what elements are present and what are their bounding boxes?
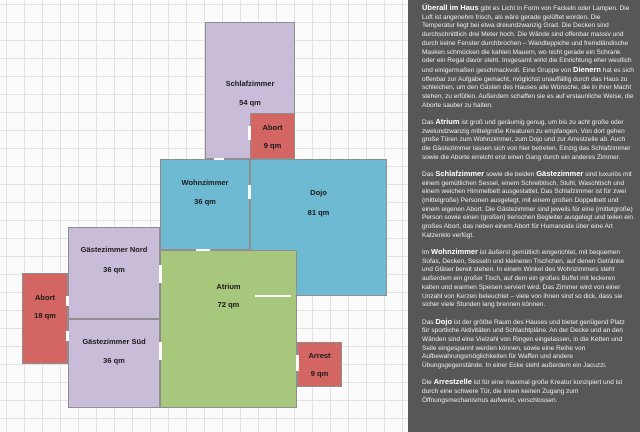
door-abort-gaeste-nord	[66, 296, 69, 306]
term: Überall im Haus	[422, 3, 479, 12]
door-gaeste-sued-atrium	[159, 342, 162, 360]
text: Die	[422, 379, 434, 387]
room-size: 9 qm	[310, 369, 329, 378]
text: ist groß und geräumig genug, um bis zu acht große oder zweiundzwanzig mittelgroße Kreaturen zu empfangen. Von dort gehen große Türen zum Wohnzimmer, zum Dojo und zur Arrestzelle ab. Auch die Gästezimmer lassen sich von hier betreten. Einzig das Schlafzimmer sowie die Aborte erreicht erst einen Gang durch ein anderes Zimmer.	[422, 118, 631, 161]
room-size: 81 qm	[307, 208, 330, 217]
desc-schlafzimmer	[422, 170, 634, 241]
room-name: Arrest	[308, 351, 331, 360]
room-name: Abort	[35, 293, 55, 302]
room-abort-left[interactable]	[22, 273, 68, 364]
room-name: Wohnzimmer	[181, 178, 229, 187]
door-wohnzimmer-dojo	[248, 185, 251, 199]
room-wohnzimmer[interactable]	[160, 159, 250, 250]
room-abort-top[interactable]	[250, 113, 295, 159]
desc-wohnzimmer	[422, 248, 634, 310]
room-size: 54 qm	[239, 98, 261, 107]
term: Gästezimmer	[536, 168, 584, 178]
description-panel	[408, 0, 640, 432]
room-name: Gästezimmer Nord	[80, 245, 148, 254]
room-name: Abort	[262, 123, 283, 132]
desc-dojo	[422, 318, 634, 371]
door-gaeste-nord-atrium	[159, 265, 162, 283]
room-name: Dojo	[310, 188, 327, 197]
room-gaestezimmer-sued[interactable]	[68, 319, 160, 408]
text: hat es sich offenbar zur Aufgabe gemacht, möglichst unauffällig durch das Haus zu schleichen, um den Gästen des Hauses alle Wünsche, die in ihrer Macht stehen, zu erfüllen. Außerdem schaffen sie es auf erstaunliche Weise, die Aborte sauber zu halten.	[422, 66, 634, 109]
text: sind luxuriös mit einem gemütlichen Sessel, einem Schreibtisch, Stuhl, Waschtisch und einem weichen Himmelbett ausgestattet. Das Schlafzimmer ist für zwei (mittelgroße) Personen ausgelegt, mit einem großen Doppelbett und einem eigenen Abort. Die Gästezimmer sind jeweils für eine (mittelgroße) Person sowie einen (großen) tierischen Begleiter ausgelegt und teilen ein großes Abort, das neben einem Abort für Humanoide über eine Art Katzenklo verfügt.	[422, 170, 634, 239]
room-gaestezimmer-nord[interactable]	[68, 227, 160, 319]
text: ist äußerst gemütlich eingerichtet, mit bequemen Sofas, Decken, Sesseln und kleineren Tischchen, auf denen Getränke und Gläser bereit stehen. In einem Winkel des Wohnzimmers steht außerdem ein großer Tisch, auf dem ein großes Buffet mit leckeren kalten und warmen Speisen serviert wird. Das Zimmer wird von einer Unzahl von Kerzen beleuchtet – viele von ihnen sind so dick, dass sie sicher viele Stunden lang brennen können.	[422, 249, 624, 309]
term: Arrestzelle	[433, 377, 472, 387]
door-wohnzimmer-atrium	[196, 249, 210, 251]
room-size: 36 qm	[194, 197, 216, 206]
room-atrium[interactable]	[160, 250, 297, 408]
text: Das	[422, 170, 436, 178]
door-schlafzimmer-abort	[248, 126, 251, 140]
room-name: Atrium	[216, 282, 241, 291]
term: Atrium	[435, 116, 460, 126]
door-abort-gaeste-sued	[66, 331, 69, 341]
room-name: Schlafzimmer	[225, 79, 275, 88]
term: Schlafzimmer	[435, 168, 485, 178]
room-size: 18 qm	[34, 311, 56, 320]
room-size: 36 qm	[103, 356, 125, 365]
text: ist für eine maximal große Kreatur konzipiert und ist durch eine schwere Tür, die innen keinen Zugang zum Öffnungsmechanismus aufweist, verschlossen.	[422, 379, 623, 404]
text: ist der größte Raum des Hauses und bietet genügend Platz für sportliche Aktivitäten und Schlachtpläne. An der Decke und an den Wänden sind eine Vielzahl von Ringen eingelassen, in die Ketten und Seile eingespannt werden können, sowie eine Reihe von Aufbewahrungsmöglichkeiten für Waffen und andere Übungsgegenstände. In einer Ecke steht außerdem ein Jacuzzi.	[422, 318, 625, 370]
desc-arrestzelle	[422, 378, 634, 405]
term: Wohnzimmer	[431, 247, 478, 257]
room-size: 72 qm	[217, 300, 240, 309]
door-atrium-dojo	[255, 295, 291, 297]
room-size: 9 qm	[263, 141, 282, 150]
desc-haus	[422, 4, 634, 110]
door-atrium-arrest	[296, 355, 299, 371]
term: Dienern	[573, 64, 601, 74]
text: Das	[422, 318, 436, 326]
room-arrest[interactable]	[297, 342, 342, 387]
room-size: 36 qm	[103, 265, 125, 274]
text: gibt es Licht in Form von Fackeln oder Lampen. Die Luft ist angenehm frisch, als wäre gerade gelüftet worden. Die Temperatur liegt bei etwa dreiundzwanzig Grad. Die Decken sind durchschnittlich drei Meter hoch. Die Wände sind offenbar massiv und durch keine Fenster durchbrochen – Wandteppiche und fremdländische Masken schmücken die kahlen Mauern, wo nicht gerade ein Schrank oder ein Regal davor steht. Insgesamt wirkt die Einrichtung eher westlich und einigermaßen geschmackvoll. Eine Gruppe von	[422, 5, 632, 74]
desc-atrium	[422, 118, 634, 163]
text: Im	[422, 249, 432, 257]
room-name: Gästezimmer Süd	[82, 337, 146, 346]
door-schlafzimmer-wohnzimmer	[214, 158, 224, 160]
term: Dojo	[435, 316, 453, 326]
text: Das	[422, 118, 436, 126]
text: sowie die beiden	[484, 170, 537, 178]
